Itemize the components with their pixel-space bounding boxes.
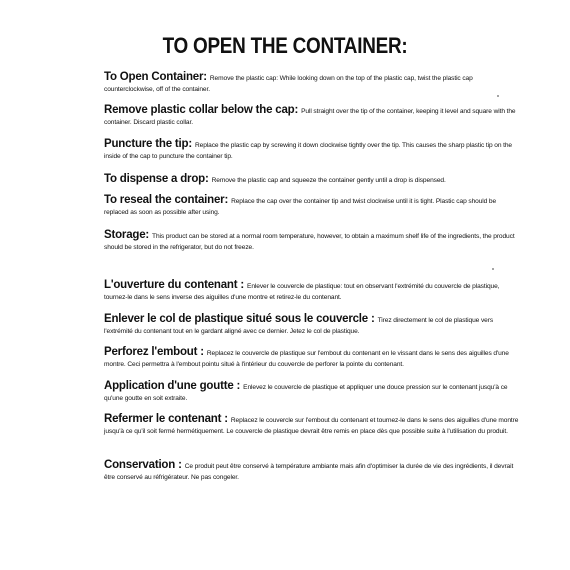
- section-heading: To dispense a drop:: [104, 173, 212, 185]
- section-text: Replacez le couvercle de plastique sur l'embout du contenant en le vissant dans le sens des aiguilles d'une montre. Ceci permettra à l'embout pointu situé à l'intérieur du couvercle de perforer la pointe du contenant.: [104, 350, 509, 368]
- section-ouverture: [104, 280, 522, 303]
- section-heading: L'ouverture du contenant :: [104, 279, 248, 291]
- section-heading: To reseal the container:: [104, 194, 232, 206]
- section-text: Remove the plastic cap and squeeze the container gently until a drop is dispensed.: [211, 177, 446, 184]
- section-heading: Perforez l'embout :: [104, 346, 207, 358]
- section-refermer-contenant: [104, 414, 522, 437]
- section-storage: [104, 230, 522, 253]
- section-heading: Conservation :: [104, 459, 185, 471]
- section-to-open-container: [104, 72, 522, 95]
- section-heading: Enlever le col de plastique situé sous le couvercle :: [104, 313, 378, 325]
- section-text: Enlevez le couvercle de plastique et appliquer une douce pression sur le contenant jusqu'à ce qu'une goutte en soit extraite.: [104, 384, 508, 402]
- section-text: Replacez le couvercle sur l'embout du contenant et tournez-le dans le sens des aiguilles d'une montre jusqu'à ce qu'il soit fermé hermétiquement. Le couvercle de plastique devrait être remis en place dès que possible suite à l'utilisation du produit.: [104, 417, 519, 435]
- section-dispense-drop: [104, 174, 522, 187]
- scan-speck: [497, 95, 499, 97]
- section-reseal-container: [104, 195, 522, 218]
- page-title: TO OPEN THE CONTAINER:: [162, 33, 408, 58]
- section-perforez-embout: [104, 347, 522, 370]
- section-text: This product can be stored at a normal room temperature, however, to obtain a maximum shelf life of the ingredients, the product should be stored in the refrigerator, but do not freeze.: [104, 233, 515, 251]
- section-heading: Remove plastic collar below the cap:: [104, 104, 302, 116]
- section-text: Pull straight over the tip of the container, keeping it level and square with the container. Discard plastic collar.: [104, 108, 516, 126]
- section-text: Enlever le couvercle de plastique: tout en observant l'extrémité du couvercle de plastique, tournez-le dans le sens inverse des aiguilles d'une montre et retirez-le du contenant.: [104, 283, 500, 301]
- section-text: Replace the plastic cap by screwing it down clockwise tightly over the tip. This causes the sharp plastic tip on the inside of the cap to puncture the container tip.: [104, 142, 513, 160]
- section-heading: Refermer le contenant :: [104, 413, 231, 425]
- section-application-goutte: [104, 381, 522, 404]
- section-heading: Storage:: [104, 229, 153, 241]
- section-conservation: [104, 460, 522, 483]
- section-text: Replace the cap over the container tip and twist clockwise until it is tight. Plastic cap should be replaced as soon as possible after using.: [104, 198, 497, 216]
- section-text: Remove the plastic cap: While looking down on the top of the plastic cap, twist the plastic cap counterclockwise, off of the container.: [104, 75, 473, 93]
- section-text: Ce produit peut être conservé à température ambiante mais afin d'optimiser la durée de vie des ingrédients, il devrait être conservé au réfrigérateur. Ne pas congeler.: [104, 463, 514, 481]
- section-heading: Application d'une goutte :: [104, 380, 244, 392]
- section-heading: Puncture the tip:: [104, 138, 195, 150]
- section-remove-collar: [104, 105, 522, 128]
- section-text: Tirez directement le col de plastique vers l'extrémité du contenant tout en le gardant aligné avec ce dernier. Jetez le col de plastique.: [104, 317, 494, 335]
- section-enlever-col: [104, 314, 522, 337]
- scan-speck: [492, 268, 494, 270]
- section-puncture-tip: [104, 139, 522, 162]
- section-heading: To Open Container:: [104, 71, 210, 83]
